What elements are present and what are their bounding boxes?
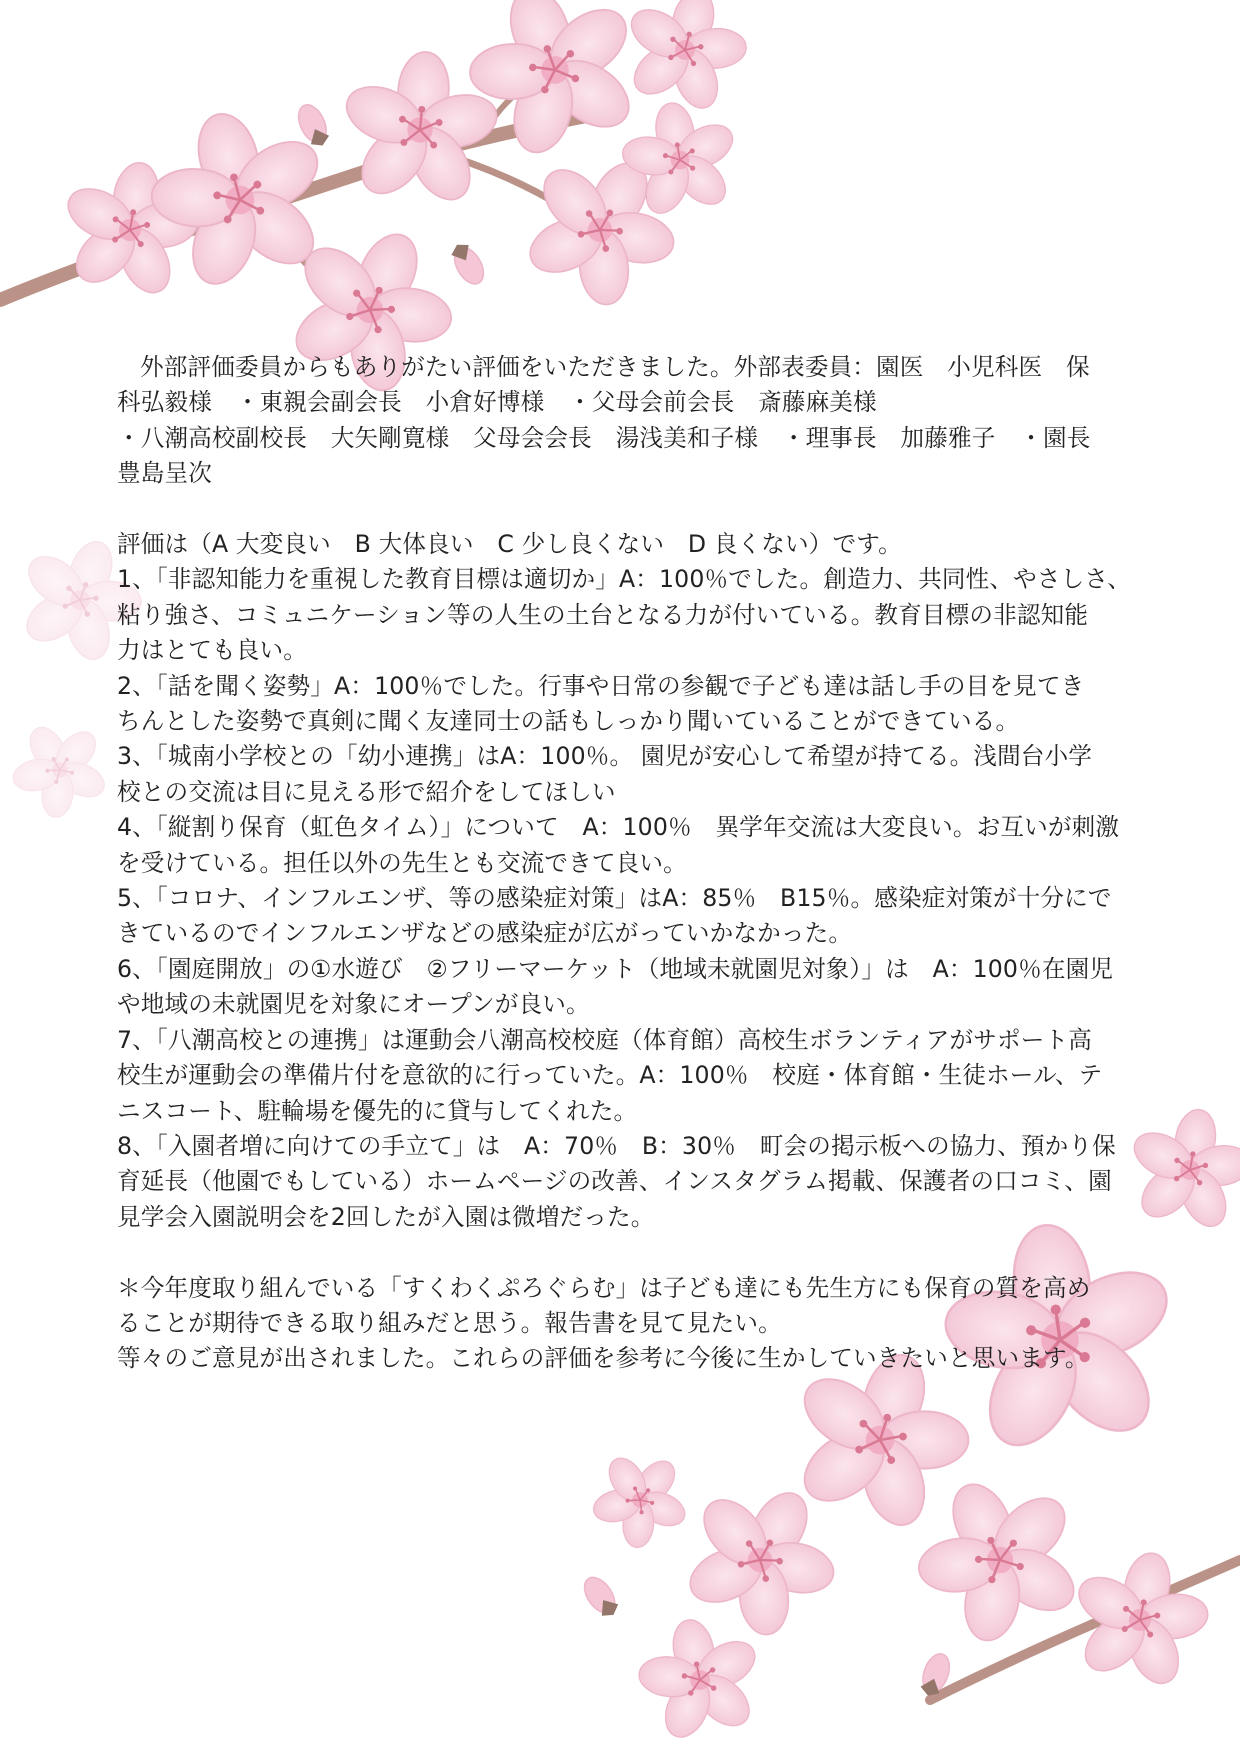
body-line: 4、「縦割り保育（虹色タイム）」について A：100％ 異学年交流は大変良い。お互いが刺激 bbox=[117, 813, 1120, 842]
body-line: 8、「入園者増に向けての手立て」は A：70％ B：30％ 町会の掲示板への協力、預かり保 bbox=[117, 1131, 1116, 1160]
intro-line: ・八潮高校副校長 大矢剛寛様 父母会会長 湯浅美和子様 ・理事長 加藤雅子 ・園長 bbox=[117, 423, 1091, 452]
body-line: 評価は（A 大変良い B 大体良い C 少し良くない D 良くない）です。 bbox=[117, 530, 902, 559]
body-line: 3、「城南小学校との「幼小連携」はA：100％。 園児が安心して希望が持てる。浅間台小学 bbox=[117, 742, 1093, 771]
body-line: 育延長（他園でもしている）ホームページの改善、インスタグラム掲載、保護者の口コミ、園 bbox=[117, 1167, 1112, 1196]
closing-line: ることが期待できる取り組みだと思う。報告書を見て見たい。 bbox=[117, 1308, 782, 1337]
body-line: ニスコート、駐輪場を優先的に貸与してくれた。 bbox=[117, 1096, 638, 1125]
evaluation-report-text bbox=[117, 350, 1147, 1377]
closing-line: ＊今年度取り組んでいる「すくわくぷろぐらむ」は子ども達にも先生方にも保育の質を高め bbox=[117, 1273, 1091, 1302]
body-line: を受けている。担任以外の先生とも交流できて良い。 bbox=[117, 848, 687, 877]
body-line: 力はとても良い。 bbox=[117, 636, 307, 665]
intro-line: 外部評価委員からもありがたい評価をいただきました。外部表委員：園医 小児科医 保 bbox=[140, 353, 1090, 381]
intro-line: 豊島呈次 bbox=[117, 459, 212, 488]
body-line: 校との交流は目に見える形で紹介をしてほしい bbox=[117, 777, 616, 806]
body-line: 7、「八潮高校との連携」は運動会八潮高校校庭（体育館）高校生ボランティアがサポート高 bbox=[117, 1025, 1092, 1054]
intro-line: 科弘毅様 ・東親会副会長 小倉好博様 ・父母会前会長 斎藤麻美様 bbox=[117, 388, 877, 417]
body-line: 見学会入園説明会を2回したが入園は微増だった。 bbox=[117, 1202, 655, 1231]
body-line: や地域の未就園児を対象にオープンが良い。 bbox=[117, 990, 590, 1019]
body-line: 2、「話を聞く姿勢」A：100％でした。行事や日常の参観で子ども達は話し手の目を見てき bbox=[117, 671, 1085, 700]
body-line: 6、「園庭開放」の①水遊び ②フリーマーケット（地域未就園児対象）」は A：100％在園児 bbox=[117, 954, 1114, 983]
body-line: 粘り強さ、コミュニケーション等の人生の土台となる力が付いている。教育目標の非認知能 bbox=[117, 600, 1089, 629]
body-line: 1、「非認知能力を重視した教育目標は適切か」A：100％でした。創造力、共同性、やさしさ、 bbox=[117, 565, 1131, 594]
body-line: 5、「コロナ、インフルエンザ、等の感染症対策」はA：85％ B15％。感染症対策が十分にで bbox=[117, 884, 1112, 913]
body-line: きているのでインフルエンザなどの感染症が広がっていかなかった。 bbox=[117, 919, 853, 948]
body-line: 校生が運動会の準備片付を意欲的に行っていた。A：100％ 校庭・体育館・生徒ホール、テ bbox=[117, 1061, 1103, 1090]
body-line: ちんとした姿勢で真剣に聞く友達同士の話もしっかり聞いていることができている。 bbox=[117, 707, 1020, 736]
closing-line: 等々のご意見が出されました。これらの評価を参考に今後に生かしていきたいと思います。 bbox=[117, 1344, 1089, 1373]
